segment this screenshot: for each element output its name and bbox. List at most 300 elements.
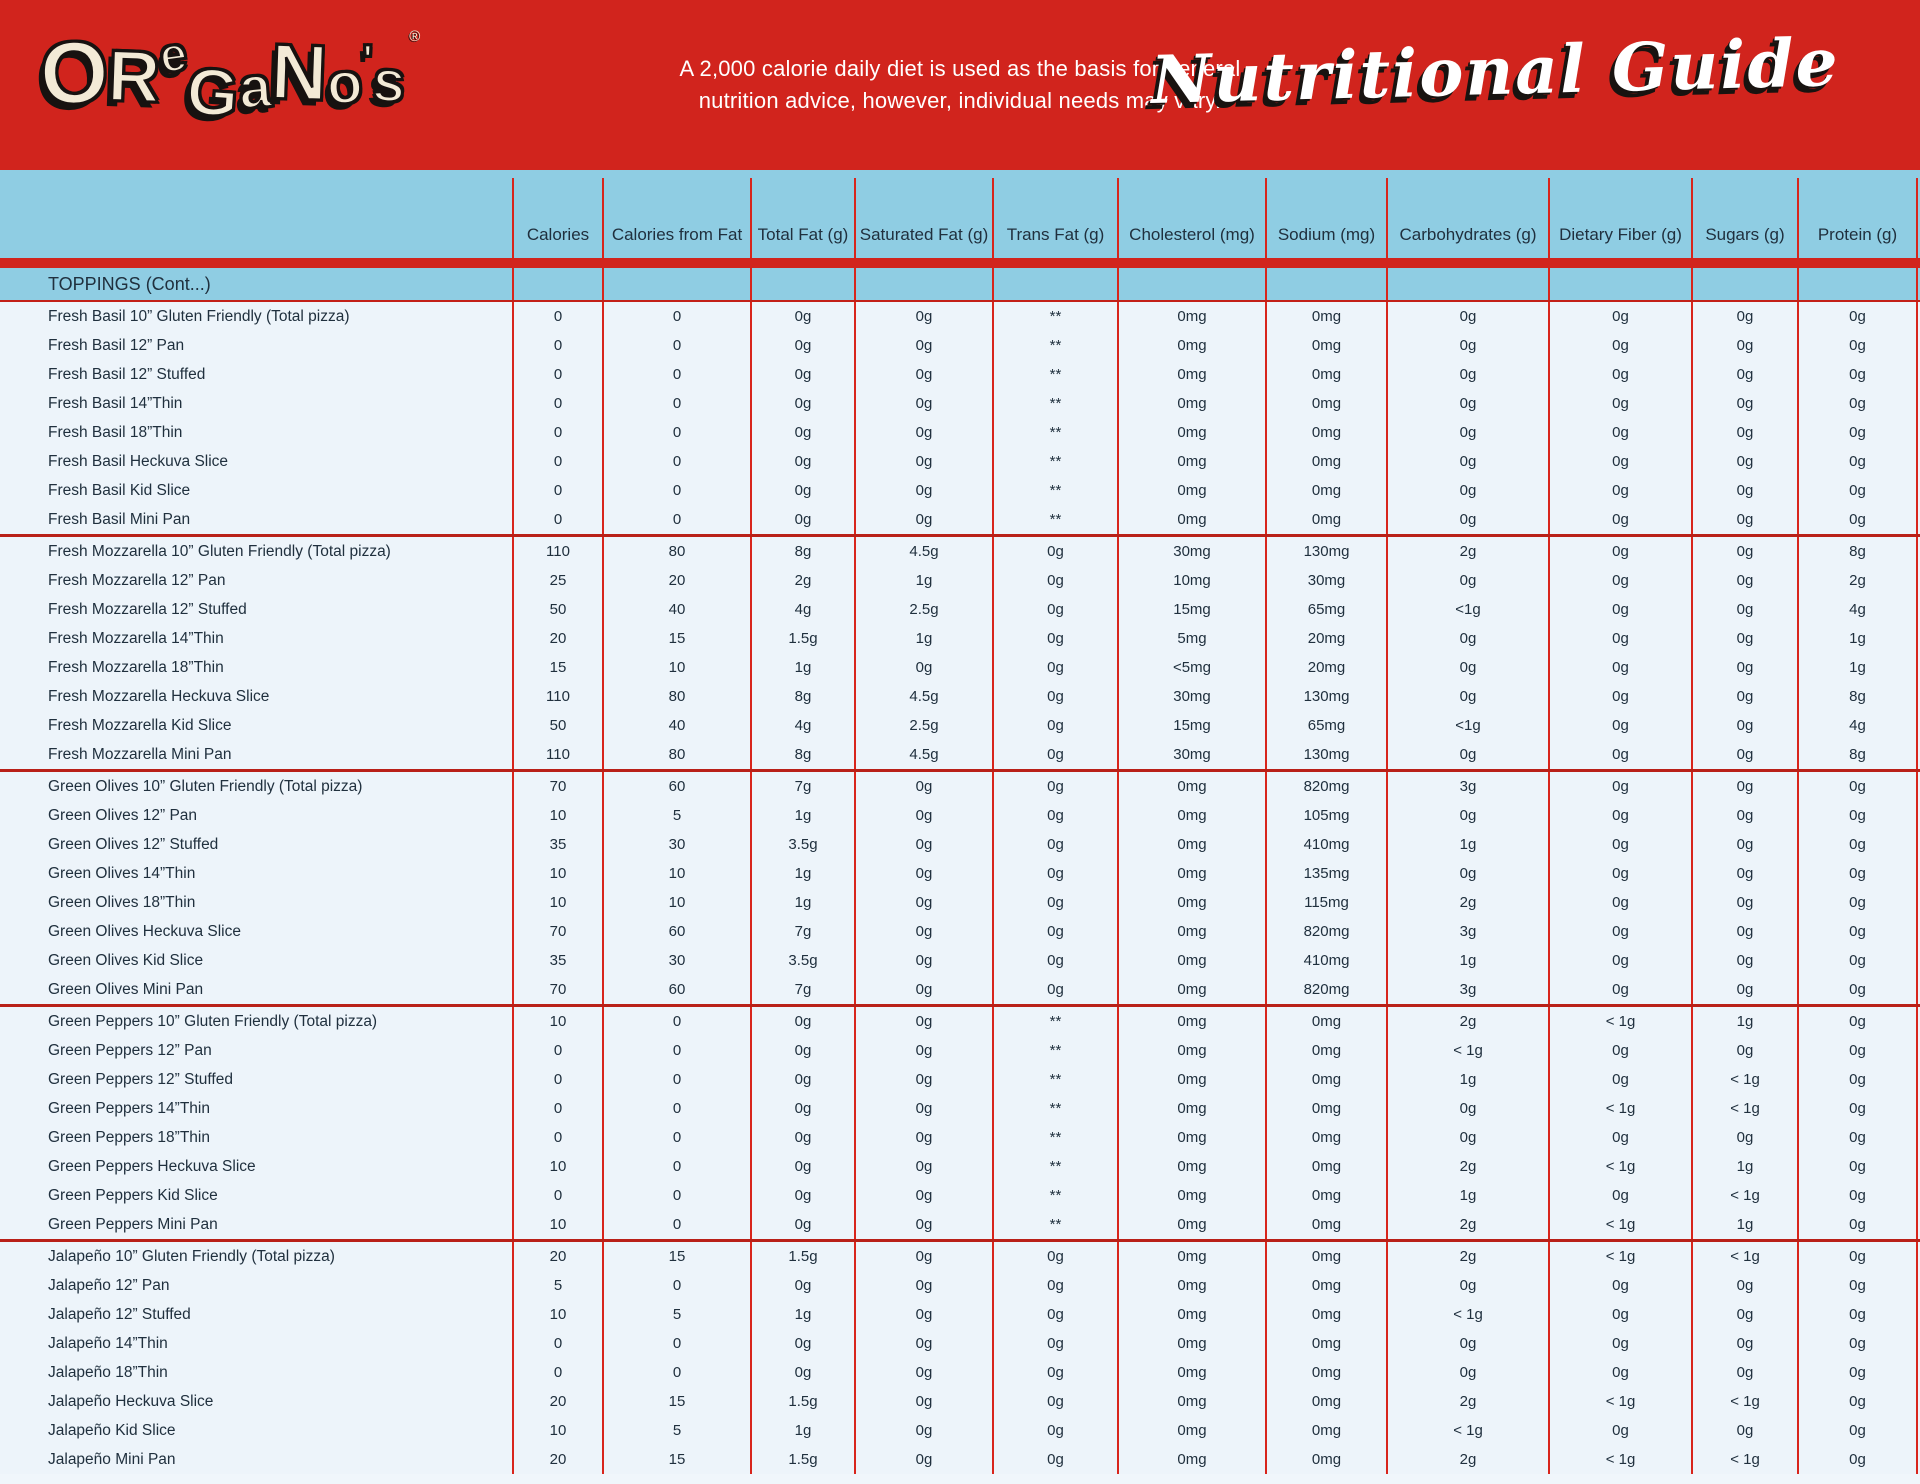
value-cell: 4.5g	[854, 537, 992, 566]
table-row	[0, 740, 1920, 769]
value-cell: 10	[602, 859, 750, 888]
table-row	[0, 1242, 1920, 1271]
value-cell: 0g	[1691, 888, 1797, 917]
value-cell: 50	[512, 595, 602, 624]
value-cell: 0g	[992, 1242, 1117, 1271]
value-cell: 0g	[1691, 772, 1797, 801]
value-cell: 15	[512, 653, 602, 682]
value-cell: 0g	[992, 1387, 1117, 1416]
value-cell: 0	[512, 389, 602, 418]
value-cell: **	[992, 476, 1117, 505]
value-cell: 0mg	[1117, 1094, 1265, 1123]
value-cell: 50	[512, 711, 602, 740]
value-cell: 0g	[1548, 624, 1691, 653]
value-cell: 0mg	[1265, 476, 1386, 505]
value-cell: 0mg	[1265, 1065, 1386, 1094]
value-cell: 0	[512, 1181, 602, 1210]
value-cell: 0	[602, 1358, 750, 1387]
item-name-cell: Green Peppers 10” Gluten Friendly (Total pizza)	[48, 1012, 378, 1030]
topping-group-3	[0, 1004, 1920, 1239]
value-cell: 0g	[854, 360, 992, 389]
value-cell: **	[992, 1007, 1117, 1036]
value-cell: 0	[512, 1329, 602, 1358]
value-cell: 60	[602, 917, 750, 946]
value-cell: < 1g	[1548, 1152, 1691, 1181]
value-cell: 0mg	[1117, 389, 1265, 418]
value-cell: 2g	[1386, 888, 1548, 917]
value-cell: 820mg	[1265, 917, 1386, 946]
value-cell: 0g	[1691, 740, 1797, 769]
section-divider-cell	[1117, 268, 1265, 300]
value-cell: 0mg	[1117, 772, 1265, 801]
value-cell: 110	[512, 682, 602, 711]
value-cell: 20mg	[1265, 624, 1386, 653]
value-cell: 30mg	[1117, 740, 1265, 769]
value-cell: 0g	[1386, 331, 1548, 360]
value-cell: 0g	[1386, 740, 1548, 769]
value-cell: < 1g	[1691, 1445, 1797, 1474]
value-cell: 0g	[854, 1210, 992, 1239]
value-cell: 0g	[1797, 389, 1918, 418]
value-cell: 0g	[1548, 888, 1691, 917]
value-cell: 0g	[854, 830, 992, 859]
item-name-cell: Fresh Basil Heckuva Slice	[48, 452, 229, 470]
value-cell: 0	[512, 1358, 602, 1387]
value-cell: 0mg	[1117, 801, 1265, 830]
value-cell: 0g	[1691, 946, 1797, 975]
value-cell: 0mg	[1265, 1416, 1386, 1445]
value-cell: 10	[512, 888, 602, 917]
value-cell: 1g	[750, 653, 854, 682]
value-cell: < 1g	[1548, 1242, 1691, 1271]
value-cell: 10	[602, 653, 750, 682]
value-cell: 8g	[1797, 740, 1918, 769]
table-row	[0, 946, 1920, 975]
value-cell: 4g	[750, 595, 854, 624]
value-cell: <1g	[1386, 711, 1548, 740]
item-name-cell: Green Olives 12” Pan	[48, 806, 198, 824]
logo-letter: e	[156, 27, 191, 84]
value-cell: 0g	[992, 888, 1117, 917]
value-cell: 0g	[854, 1007, 992, 1036]
value-cell: 20	[602, 566, 750, 595]
value-cell: 0g	[854, 888, 992, 917]
table-row	[0, 801, 1920, 830]
value-cell: 3.5g	[750, 946, 854, 975]
logo-letter: R	[107, 36, 162, 118]
value-cell: 0g	[992, 1445, 1117, 1474]
value-cell: 0g	[1386, 302, 1548, 331]
value-cell: 5mg	[1117, 624, 1265, 653]
value-cell: 0mg	[1117, 1123, 1265, 1152]
value-cell: 0g	[1691, 476, 1797, 505]
column-header-2: Total Fat (g)	[750, 178, 854, 258]
brand-logo	[38, 21, 421, 131]
value-cell: 70	[512, 975, 602, 1004]
value-cell: 0g	[1691, 859, 1797, 888]
value-cell: 0g	[1386, 1271, 1548, 1300]
value-cell: 0g	[1386, 1123, 1548, 1152]
value-cell: 0mg	[1117, 917, 1265, 946]
column-header-5: Cholesterol (mg)	[1117, 178, 1265, 258]
value-cell: 0mg	[1117, 1271, 1265, 1300]
value-cell: 0g	[854, 1181, 992, 1210]
value-cell: 0g	[854, 801, 992, 830]
section-divider-cell	[1797, 268, 1918, 300]
disclaimer-line-2: nutrition advice, however, individual needs may vary.	[698, 88, 1222, 113]
logo-letter: G	[184, 53, 242, 131]
value-cell: 0g	[1691, 1123, 1797, 1152]
value-cell: 0g	[1797, 331, 1918, 360]
value-cell: 0mg	[1265, 1210, 1386, 1239]
value-cell: 4g	[1797, 711, 1918, 740]
value-cell: **	[992, 447, 1117, 476]
value-cell: 0g	[1548, 1329, 1691, 1358]
value-cell: 15	[602, 1242, 750, 1271]
value-cell: 0g	[1797, 1329, 1918, 1358]
item-name-cell: Fresh Basil 12” Stuffed	[48, 365, 206, 383]
item-name-cell: Green Peppers 12” Pan	[48, 1041, 212, 1059]
value-cell: 0	[602, 1271, 750, 1300]
section-divider-cell	[1386, 268, 1548, 300]
item-name-cell: Green Olives 18”Thin	[48, 893, 196, 911]
value-cell: 0g	[992, 975, 1117, 1004]
value-cell: 2g	[1797, 566, 1918, 595]
column-header-spacer	[0, 178, 512, 258]
value-cell: 0	[602, 505, 750, 534]
value-cell: 1g	[1797, 624, 1918, 653]
value-cell: **	[992, 1152, 1117, 1181]
value-cell: 65mg	[1265, 595, 1386, 624]
value-cell: 0mg	[1117, 302, 1265, 331]
value-cell: 0g	[1548, 1358, 1691, 1387]
value-cell: 0g	[854, 1358, 992, 1387]
value-cell: 0g	[854, 859, 992, 888]
value-cell: 0mg	[1117, 1065, 1265, 1094]
value-cell: 0g	[750, 302, 854, 331]
value-cell: 5	[512, 1271, 602, 1300]
value-cell: 0mg	[1117, 830, 1265, 859]
value-cell: 130mg	[1265, 682, 1386, 711]
value-cell: 0mg	[1265, 1329, 1386, 1358]
value-cell: 0g	[1548, 830, 1691, 859]
value-cell: 0	[602, 476, 750, 505]
value-cell: 20mg	[1265, 653, 1386, 682]
value-cell: 0g	[854, 331, 992, 360]
value-cell: 0g	[1797, 1065, 1918, 1094]
value-cell: 0g	[1691, 1271, 1797, 1300]
value-cell: 0g	[992, 537, 1117, 566]
section-divider-cell	[750, 268, 854, 300]
value-cell: 2g	[750, 566, 854, 595]
value-cell: 0g	[1797, 360, 1918, 389]
value-cell: 0g	[750, 505, 854, 534]
value-cell: 0g	[1386, 389, 1548, 418]
table-row	[0, 975, 1920, 1004]
value-cell: 0g	[750, 1358, 854, 1387]
value-cell: 2g	[1386, 537, 1548, 566]
item-name-cell: Green Peppers 14”Thin	[48, 1099, 210, 1117]
column-header-1: Calories from Fat	[602, 178, 750, 258]
value-cell: 0g	[1797, 772, 1918, 801]
value-cell: 115mg	[1265, 888, 1386, 917]
value-cell: 0g	[1691, 389, 1797, 418]
value-cell: 0g	[1691, 917, 1797, 946]
item-name-cell: Jalapeño 12” Pan	[48, 1276, 170, 1294]
value-cell: 4.5g	[854, 740, 992, 769]
value-cell: 820mg	[1265, 772, 1386, 801]
value-cell: 1g	[1691, 1007, 1797, 1036]
value-cell: 0mg	[1117, 1387, 1265, 1416]
value-cell: 0g	[992, 1300, 1117, 1329]
value-cell: 10	[512, 801, 602, 830]
table-row	[0, 1358, 1920, 1387]
value-cell: 0g	[854, 1036, 992, 1065]
value-cell: 0g	[854, 418, 992, 447]
value-cell: 65mg	[1265, 711, 1386, 740]
value-cell: 15	[602, 1387, 750, 1416]
value-cell: 820mg	[1265, 975, 1386, 1004]
logo-letter: s	[370, 47, 408, 116]
value-cell: 60	[602, 975, 750, 1004]
value-cell: 0mg	[1117, 447, 1265, 476]
table-row	[0, 331, 1920, 360]
value-cell: 0g	[992, 1271, 1117, 1300]
item-name-cell: Fresh Basil 12” Pan	[48, 336, 185, 354]
value-cell: 60	[602, 772, 750, 801]
value-cell: 0	[602, 1007, 750, 1036]
table-row	[0, 1271, 1920, 1300]
value-cell: 130mg	[1265, 740, 1386, 769]
column-header-4: Trans Fat (g)	[992, 178, 1117, 258]
item-name-cell: Fresh Basil 18”Thin	[48, 423, 183, 441]
value-cell: 0g	[750, 1181, 854, 1210]
value-cell: < 1g	[1386, 1416, 1548, 1445]
value-cell: 10	[602, 888, 750, 917]
value-cell: 1g	[750, 1416, 854, 1445]
value-cell: < 1g	[1548, 1387, 1691, 1416]
item-name-cell: Jalapeño Mini Pan	[48, 1450, 176, 1468]
value-cell: 0g	[854, 772, 992, 801]
value-cell: 0g	[992, 1416, 1117, 1445]
table-row	[0, 360, 1920, 389]
value-cell: 2g	[1386, 1387, 1548, 1416]
column-header-6: Sodium (mg)	[1265, 178, 1386, 258]
section-header-row	[0, 268, 1920, 302]
value-cell: 410mg	[1265, 946, 1386, 975]
value-cell: 0g	[1386, 505, 1548, 534]
table-row	[0, 1094, 1920, 1123]
item-name-cell: Fresh Mozzarella 14”Thin	[48, 629, 224, 647]
value-cell: 0g	[1548, 917, 1691, 946]
value-cell: 10	[512, 1416, 602, 1445]
table-row	[0, 447, 1920, 476]
value-cell: 20	[512, 1445, 602, 1474]
value-cell: 0g	[1797, 975, 1918, 1004]
value-cell: 0g	[750, 1210, 854, 1239]
value-cell: 0mg	[1265, 418, 1386, 447]
section-header-label: TOPPINGS (Cont...)	[48, 273, 211, 294]
table-row	[0, 1181, 1920, 1210]
value-cell: 0g	[1797, 859, 1918, 888]
value-cell: **	[992, 302, 1117, 331]
value-cell: 5	[602, 1300, 750, 1329]
value-cell: 0g	[1548, 711, 1691, 740]
value-cell: 0g	[1548, 1036, 1691, 1065]
value-cell: 3g	[1386, 975, 1548, 1004]
value-cell: 2g	[1386, 1445, 1548, 1474]
value-cell: 0	[512, 1094, 602, 1123]
value-cell: 2.5g	[854, 711, 992, 740]
value-cell: 0g	[1548, 389, 1691, 418]
value-cell: 0g	[854, 1416, 992, 1445]
value-cell: 0	[602, 1210, 750, 1239]
table-row	[0, 772, 1920, 801]
value-cell: 0g	[1386, 653, 1548, 682]
value-cell: 0mg	[1117, 1358, 1265, 1387]
value-cell: 0g	[1691, 360, 1797, 389]
value-cell: 135mg	[1265, 859, 1386, 888]
value-cell: 0g	[1797, 1271, 1918, 1300]
value-cell: 1g	[1386, 946, 1548, 975]
value-cell: 0g	[1691, 1300, 1797, 1329]
value-cell: 0g	[1691, 418, 1797, 447]
value-cell: 0g	[1548, 653, 1691, 682]
value-cell: 105mg	[1265, 801, 1386, 830]
value-cell: < 1g	[1386, 1300, 1548, 1329]
value-cell: 0g	[1548, 975, 1691, 1004]
value-cell: 4.5g	[854, 682, 992, 711]
item-name-cell: Jalapeño 10” Gluten Friendly (Total pizza)	[48, 1247, 335, 1265]
value-cell: 0g	[1548, 801, 1691, 830]
item-name-cell: Fresh Mozzarella 10” Gluten Friendly (Total pizza)	[48, 542, 391, 560]
value-cell: 0g	[750, 331, 854, 360]
value-cell: 0mg	[1117, 1242, 1265, 1271]
table-row	[0, 418, 1920, 447]
logo-letter: a	[236, 53, 273, 122]
value-cell: 0g	[1797, 447, 1918, 476]
value-cell: 0g	[992, 653, 1117, 682]
table-row	[0, 1123, 1920, 1152]
item-name-cell: Fresh Mozzarella 18”Thin	[48, 658, 224, 676]
value-cell: 0g	[854, 1300, 992, 1329]
value-cell: 0mg	[1117, 1007, 1265, 1036]
table-row	[0, 682, 1920, 711]
value-cell: 0g	[1548, 859, 1691, 888]
column-header-8: Dietary Fiber (g)	[1548, 178, 1691, 258]
value-cell: 7g	[750, 975, 854, 1004]
value-cell: 0mg	[1117, 331, 1265, 360]
value-cell: 0g	[1797, 1210, 1918, 1239]
value-cell: 1.5g	[750, 624, 854, 653]
value-cell: 0g	[1797, 418, 1918, 447]
value-cell: 80	[602, 537, 750, 566]
value-cell: 0g	[750, 1123, 854, 1152]
value-cell: 0mg	[1117, 1416, 1265, 1445]
value-cell: 0g	[750, 389, 854, 418]
value-cell: 0g	[1797, 946, 1918, 975]
value-cell: 0g	[1691, 1329, 1797, 1358]
value-cell: 0g	[854, 1065, 992, 1094]
item-name-cell: Green Olives 14”Thin	[48, 864, 196, 882]
disclaimer-line-1: A 2,000 calorie daily diet is used as the basis for general	[679, 56, 1241, 82]
value-cell: 1g	[750, 1300, 854, 1329]
value-cell: 0g	[854, 917, 992, 946]
value-cell: 1g	[750, 801, 854, 830]
value-cell: < 1g	[1691, 1094, 1797, 1123]
value-cell: < 1g	[1548, 1094, 1691, 1123]
logo-letter: N	[269, 27, 329, 117]
section-divider-cell	[1691, 268, 1797, 300]
value-cell: 20	[512, 624, 602, 653]
value-cell: 0g	[1797, 302, 1918, 331]
value-cell: 10	[512, 1210, 602, 1239]
value-cell: 0mg	[1265, 389, 1386, 418]
item-name-cell: Fresh Mozzarella 12” Stuffed	[48, 600, 247, 618]
value-cell: 0mg	[1117, 476, 1265, 505]
value-cell: 0g	[1548, 537, 1691, 566]
value-cell: 1g	[1691, 1210, 1797, 1239]
value-cell: 8g	[1797, 682, 1918, 711]
value-cell: 0g	[854, 447, 992, 476]
value-cell: 110	[512, 740, 602, 769]
value-cell: **	[992, 418, 1117, 447]
value-cell: 0	[602, 418, 750, 447]
item-name-cell: Green Peppers Kid Slice	[48, 1186, 218, 1204]
value-cell: 0g	[1691, 1416, 1797, 1445]
value-cell: 2g	[1386, 1242, 1548, 1271]
value-cell: 20	[512, 1387, 602, 1416]
value-cell: 0mg	[1117, 1181, 1265, 1210]
value-cell: 0g	[1386, 360, 1548, 389]
table-row	[0, 653, 1920, 682]
value-cell: 0g	[992, 1329, 1117, 1358]
value-cell: < 1g	[1691, 1387, 1797, 1416]
value-cell: 0	[602, 1123, 750, 1152]
value-cell: 0g	[1691, 302, 1797, 331]
value-cell: 0mg	[1265, 505, 1386, 534]
value-cell: 0g	[1386, 1094, 1548, 1123]
table-row	[0, 1036, 1920, 1065]
table-row	[0, 830, 1920, 859]
value-cell: 0g	[854, 1242, 992, 1271]
value-cell: 20	[512, 1242, 602, 1271]
item-name-cell: Fresh Basil 14”Thin	[48, 394, 183, 412]
value-cell: 1g	[1797, 653, 1918, 682]
value-cell: 0g	[854, 1387, 992, 1416]
table-row	[0, 537, 1920, 566]
value-cell: 0	[602, 360, 750, 389]
value-cell: 0g	[1548, 1181, 1691, 1210]
section-divider-cell	[1548, 268, 1691, 300]
top-banner	[0, 0, 1920, 170]
value-cell: 0g	[1797, 1094, 1918, 1123]
value-cell: 10	[512, 1300, 602, 1329]
value-cell: 0g	[854, 1094, 992, 1123]
value-cell: < 1g	[1548, 1007, 1691, 1036]
value-cell: 0mg	[1117, 1445, 1265, 1474]
value-cell: < 1g	[1548, 1445, 1691, 1474]
value-cell: 40	[602, 711, 750, 740]
value-cell: 0	[602, 1181, 750, 1210]
item-name-cell: Fresh Mozzarella 12” Pan	[48, 571, 226, 589]
value-cell: 0	[602, 1152, 750, 1181]
value-cell: 0g	[1797, 1445, 1918, 1474]
value-cell: 0g	[1797, 801, 1918, 830]
value-cell: 0g	[1386, 682, 1548, 711]
value-cell: 0g	[854, 505, 992, 534]
value-cell: 0g	[854, 946, 992, 975]
